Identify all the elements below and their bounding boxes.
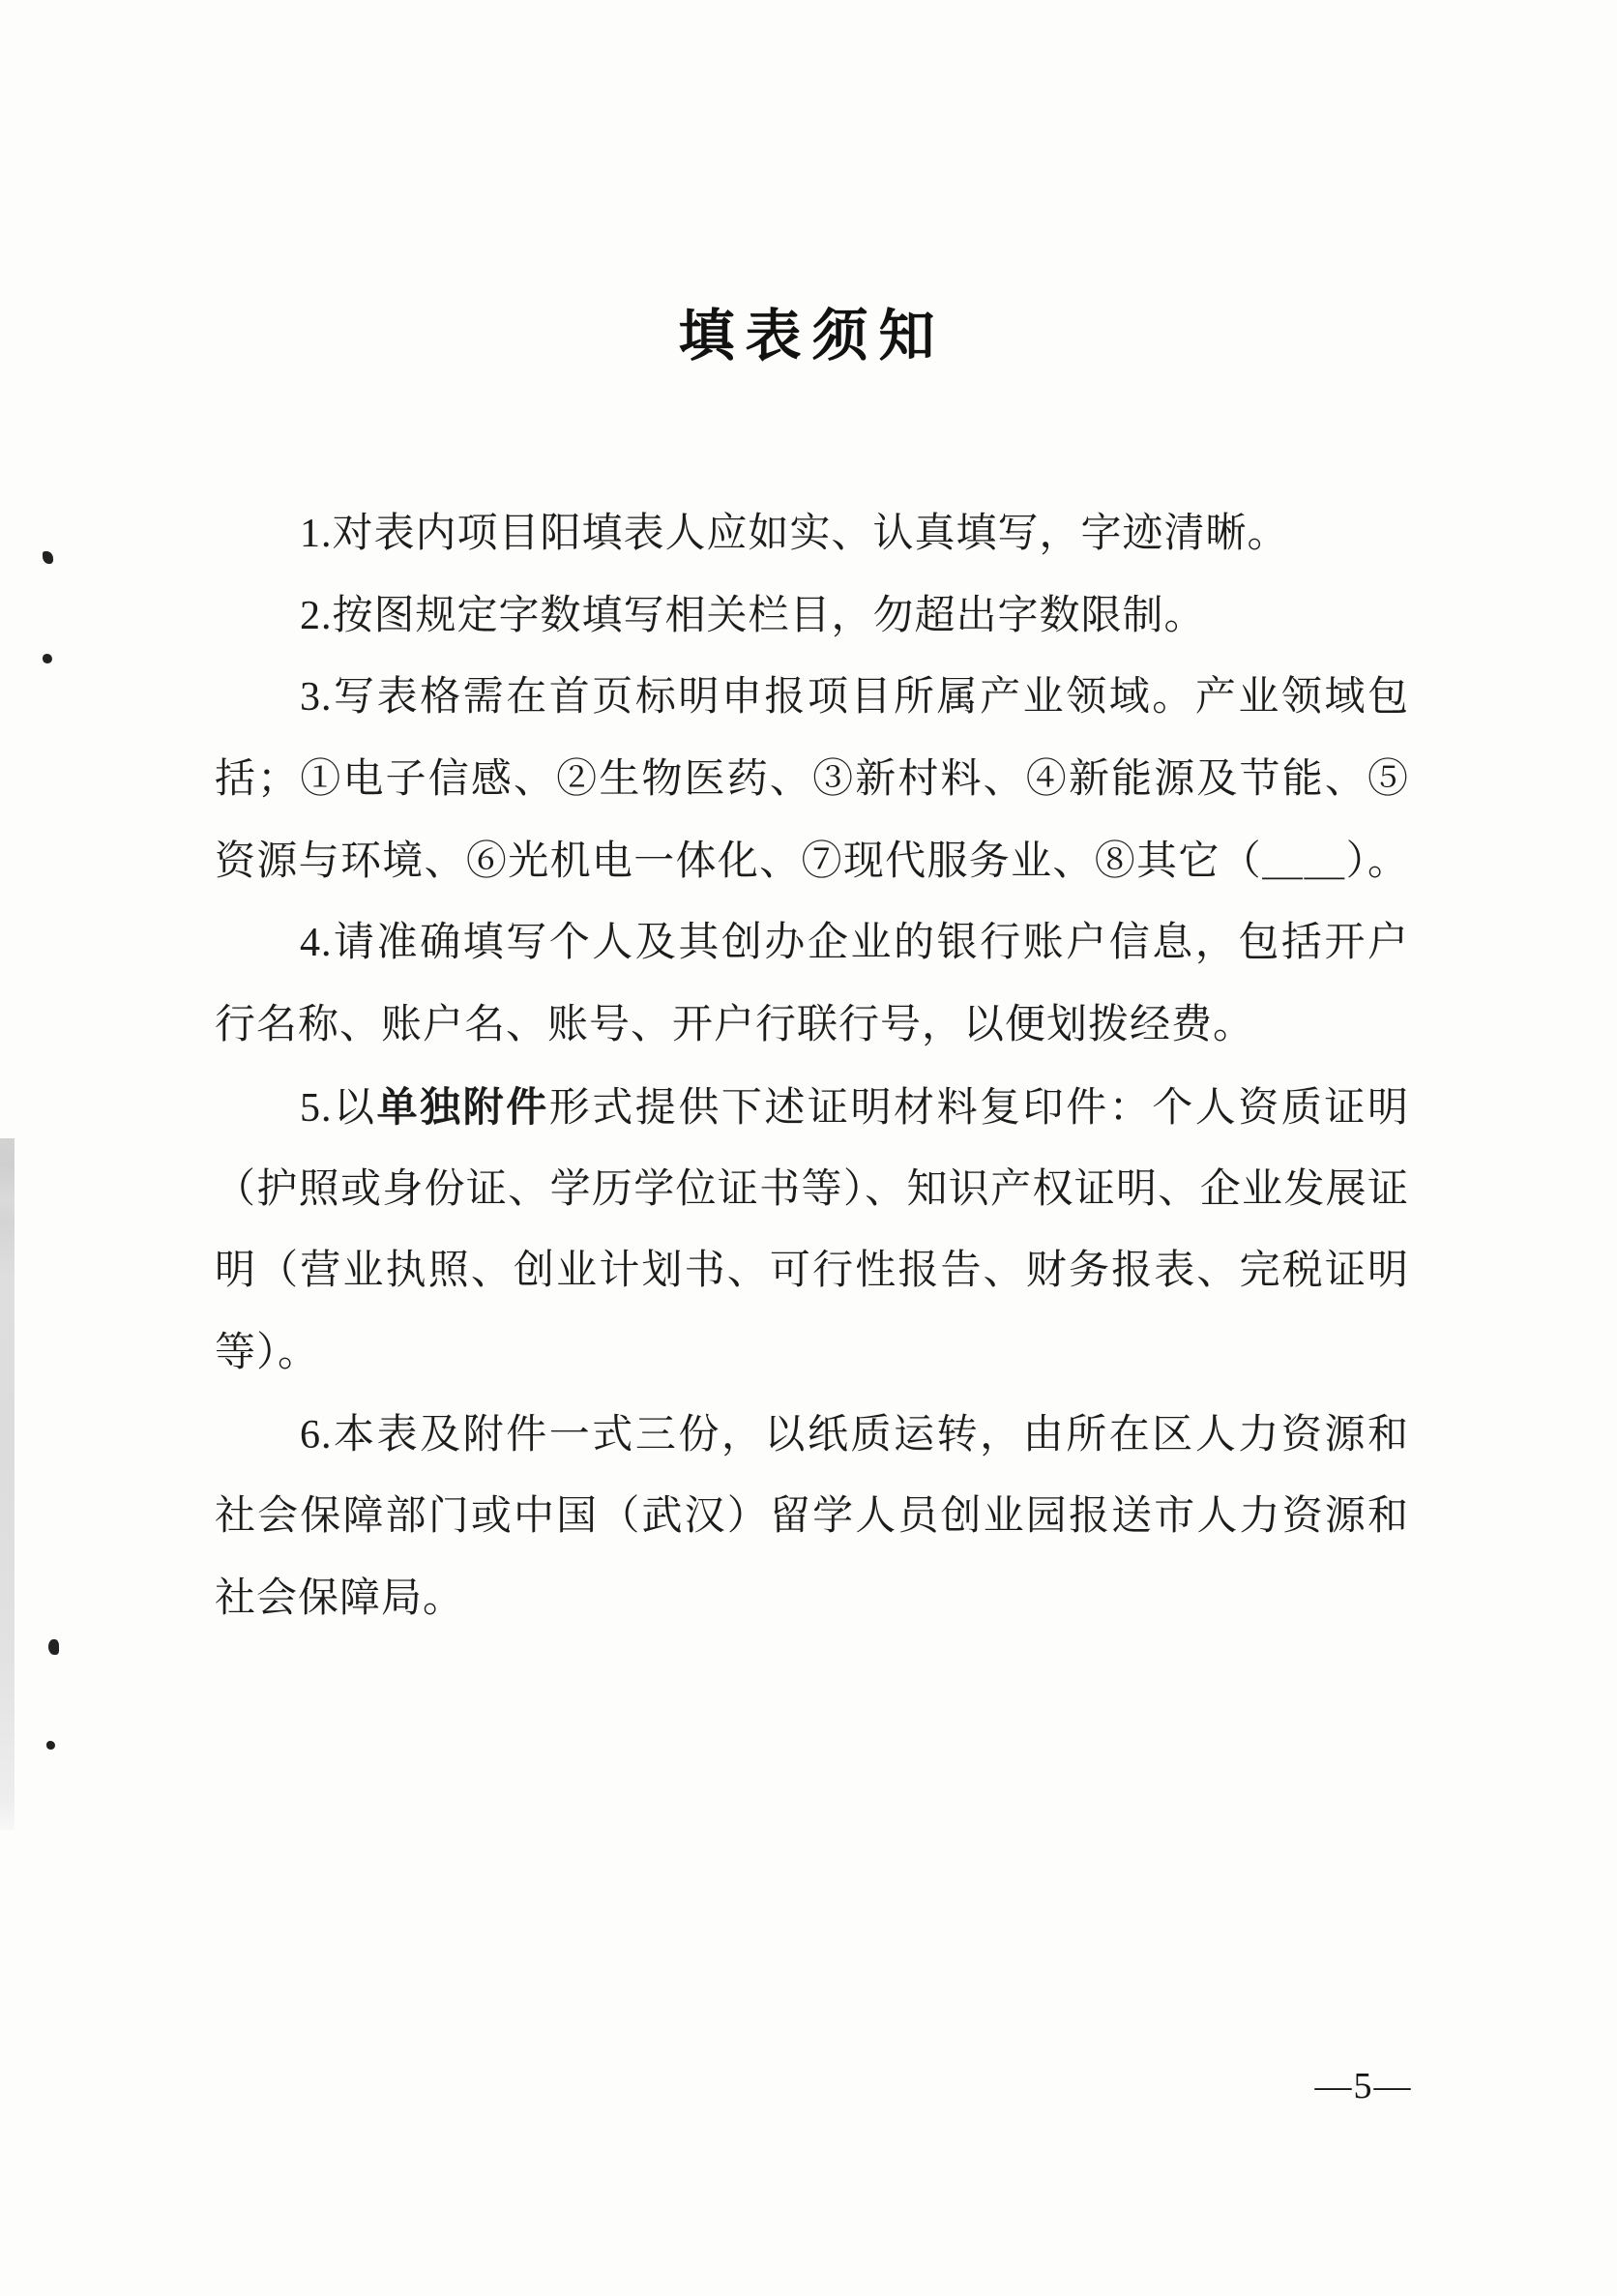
note-text: 明（营业执照、创业计划书、可行性报告、财务报表、完税证明 [215, 1249, 1409, 1294]
note-line-1 [215, 493, 1409, 575]
scan-speck [43, 551, 53, 564]
note-line-10 [215, 1230, 1409, 1312]
note-text: 括；①电子信感、②生物医药、③新村料、④新能源及节能、⑤ [215, 757, 1409, 803]
note-text: 1.对表内项目阳填表人应如实、认真填写，字迹清晰。 [300, 512, 1289, 556]
page-number: —5— [1314, 2066, 1413, 2106]
note-text: 资源与环境、⑥光机电一体化、⑦现代服务业、⑧其它（＿＿）。 [215, 839, 1409, 884]
note-line-7 [215, 985, 1409, 1067]
scan-artifact-strip [0, 1138, 15, 1830]
note-text: 社会保障局。 [215, 1575, 465, 1621]
note-text: 等）。 [215, 1330, 320, 1375]
note-line-13 [215, 1476, 1409, 1558]
scan-speck [43, 654, 52, 663]
notes-section [215, 493, 1409, 1640]
note-line-2 [215, 575, 1409, 658]
note-line-9 [215, 1149, 1409, 1231]
note-text: 社会保障部门或中国（武汉）留学人员创业园报送市人力资源和 [215, 1494, 1409, 1540]
page-title: 填表须知 [678, 305, 946, 368]
note-text: 6.本表及附件一式三份，以纸质运转，由所在区人力资源和 [300, 1412, 1409, 1457]
note-line-3 [215, 657, 1409, 739]
note-line-5 [215, 821, 1409, 903]
note-text: （护照或身份证、学历学位证书等）、知识产权证明、企业发展证 [215, 1166, 1409, 1212]
note-text: 2.按图规定字数填写相关栏目，勿超出字数限制。 [300, 593, 1206, 638]
note-text: 5.以 [300, 1085, 377, 1131]
note-line-12 [215, 1395, 1409, 1477]
note-line-8 [215, 1067, 1409, 1149]
note-line-6 [215, 902, 1409, 985]
scan-speck [46, 1741, 55, 1750]
note-text: 行名称、账户名、账号、开户行联行号，以便划拨经费。 [215, 1003, 1255, 1048]
note-text-bold: 单独附件 [376, 1083, 549, 1130]
note-text: 4.请准确填写个人及其创办企业的银行账户信息，包括开户 [300, 921, 1409, 966]
note-line-4 [215, 739, 1409, 821]
note-line-11 [215, 1312, 1409, 1395]
note-text: 形式提供下述证明材料复印件：个人资质证明 [548, 1085, 1409, 1131]
scan-speck [48, 1639, 59, 1655]
note-line-14 [215, 1558, 1409, 1640]
note-text: 3.写表格需在首页标明申报项目所属产业领域。产业领域包 [300, 675, 1409, 721]
